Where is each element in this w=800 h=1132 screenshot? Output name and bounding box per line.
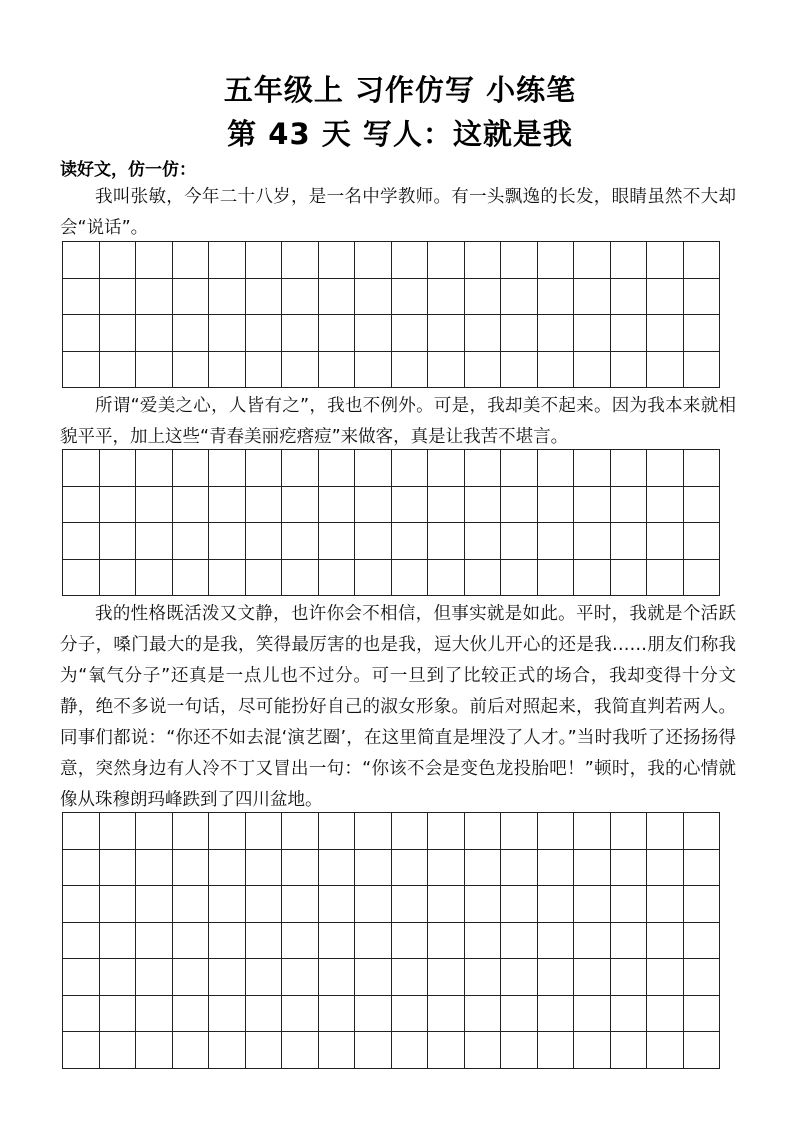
- grid-cell[interactable]: [282, 450, 319, 487]
- grid-cell[interactable]: [209, 315, 246, 352]
- grid-cell[interactable]: [100, 450, 137, 487]
- grid-cell[interactable]: [63, 487, 100, 524]
- grid-cell[interactable]: [501, 813, 538, 850]
- grid-cell[interactable]: [136, 352, 173, 389]
- grid-cell[interactable]: [319, 315, 356, 352]
- grid-cell[interactable]: [100, 959, 137, 996]
- grid-cell[interactable]: [647, 242, 684, 279]
- grid-cell[interactable]: [173, 1032, 210, 1069]
- grid-cell[interactable]: [611, 813, 648, 850]
- grid-cell[interactable]: [136, 813, 173, 850]
- grid-cell[interactable]: [428, 352, 465, 389]
- grid-cell[interactable]: [319, 242, 356, 279]
- grid-cell[interactable]: [63, 242, 100, 279]
- grid-cell[interactable]: [538, 450, 575, 487]
- grid-cell[interactable]: [647, 487, 684, 524]
- grid-cell[interactable]: [538, 923, 575, 960]
- grid-cell[interactable]: [538, 959, 575, 996]
- grid-cell[interactable]: [136, 996, 173, 1033]
- grid-cell[interactable]: [538, 315, 575, 352]
- grid-cell[interactable]: [684, 959, 721, 996]
- grid-cell[interactable]: [100, 996, 137, 1033]
- grid-cell[interactable]: [173, 813, 210, 850]
- grid-cell[interactable]: [611, 850, 648, 887]
- grid-cell[interactable]: [282, 279, 319, 316]
- grid-cell[interactable]: [282, 850, 319, 887]
- grid-cell[interactable]: [684, 996, 721, 1033]
- grid-cell[interactable]: [63, 279, 100, 316]
- grid-cell[interactable]: [465, 523, 502, 560]
- grid-cell[interactable]: [63, 352, 100, 389]
- grid-cell[interactable]: [501, 523, 538, 560]
- grid-cell[interactable]: [282, 923, 319, 960]
- grid-cell[interactable]: [465, 315, 502, 352]
- section-heading: 读好文，仿一仿：: [60, 160, 196, 180]
- grid-cell[interactable]: [501, 1032, 538, 1069]
- grid-cell[interactable]: [647, 959, 684, 996]
- grid-cell[interactable]: [538, 523, 575, 560]
- grid-cell[interactable]: [428, 523, 465, 560]
- grid-cell[interactable]: [100, 487, 137, 524]
- grid-cell[interactable]: [684, 923, 721, 960]
- grid-cell[interactable]: [100, 279, 137, 316]
- grid-cell[interactable]: [209, 996, 246, 1033]
- grid-cell[interactable]: [611, 352, 648, 389]
- grid-cell[interactable]: [574, 352, 611, 389]
- grid-cell[interactable]: [611, 560, 648, 597]
- grid-cell[interactable]: [538, 242, 575, 279]
- grid-cell[interactable]: [611, 242, 648, 279]
- grid-cell[interactable]: [63, 523, 100, 560]
- grid-cell[interactable]: [246, 279, 283, 316]
- grid-cell[interactable]: [173, 560, 210, 597]
- grid-cell[interactable]: [246, 242, 283, 279]
- grid-cell[interactable]: [611, 279, 648, 316]
- grid-cell[interactable]: [355, 996, 392, 1033]
- grid-cell[interactable]: [574, 279, 611, 316]
- grid-cell[interactable]: [136, 450, 173, 487]
- grid-cell[interactable]: [136, 315, 173, 352]
- grid-cell[interactable]: [684, 487, 721, 524]
- grid-cell[interactable]: [63, 450, 100, 487]
- grid-cell[interactable]: [684, 850, 721, 887]
- grid-cell[interactable]: [647, 923, 684, 960]
- grid-cell[interactable]: [136, 923, 173, 960]
- grid-cell[interactable]: [392, 242, 429, 279]
- grid-cell[interactable]: [100, 242, 137, 279]
- grid-cell[interactable]: [465, 487, 502, 524]
- grid-cell[interactable]: [63, 315, 100, 352]
- grid-cell[interactable]: [428, 813, 465, 850]
- grid-cell[interactable]: [684, 886, 721, 923]
- grid-cell[interactable]: [246, 450, 283, 487]
- model-paragraph-3: 我的性格既活泼又文静，也许你会不相信，但事实就是如此。平时，我就是个活跃分子，嗓门最大的是我，笑得最厉害的也是我，逗大伙儿开心的还是我……朋友们称我为“氧气分子”还真是一点儿也不过分。可一旦到了比较正式的场合，我却变得十分文静，绝不多说一句话，尽可能扮好自己的淑女形象。前后对照起来，我简直判若两人。同事们都说：“你还不如去混‘演艺圈’，在这里简直是埋没了人才。”当时我听了还扬扬得意，突然身边有人冷不丁又冒出一句：“你该不会是变色龙投胎吧！”顿时，我的心情就像从珠穆朗玛峰跌到了四川盆地。: [60, 604, 736, 810]
- grid-cell[interactable]: [319, 1032, 356, 1069]
- grid-cell[interactable]: [428, 450, 465, 487]
- grid-cell[interactable]: [647, 813, 684, 850]
- grid-cell[interactable]: [574, 1032, 611, 1069]
- grid-cell[interactable]: [392, 959, 429, 996]
- grid-cell[interactable]: [611, 450, 648, 487]
- model-paragraph-1: 我叫张敏，今年二十八岁，是一名中学教师。有一头飘逸的长发，眼睛虽然不大却会“说话”。: [60, 187, 736, 238]
- grid-cell[interactable]: [136, 959, 173, 996]
- grid-cell[interactable]: [282, 315, 319, 352]
- grid-cell[interactable]: [684, 1032, 721, 1069]
- grid-cell[interactable]: [282, 1032, 319, 1069]
- grid-cell[interactable]: [392, 1032, 429, 1069]
- grid-cell[interactable]: [246, 487, 283, 524]
- grid-cell[interactable]: [100, 352, 137, 389]
- grid-cell[interactable]: [100, 523, 137, 560]
- grid-cell[interactable]: [465, 813, 502, 850]
- grid-cell[interactable]: [173, 886, 210, 923]
- grid-cell[interactable]: [428, 923, 465, 960]
- grid-cell[interactable]: [538, 1032, 575, 1069]
- grid-cell[interactable]: [282, 242, 319, 279]
- grid-cell[interactable]: [611, 1032, 648, 1069]
- grid-cell[interactable]: [246, 959, 283, 996]
- grid-cell[interactable]: [136, 1032, 173, 1069]
- grid-cell[interactable]: [501, 315, 538, 352]
- grid-cell[interactable]: [392, 450, 429, 487]
- grid-cell[interactable]: [574, 560, 611, 597]
- grid-cell[interactable]: [246, 850, 283, 887]
- grid-cell[interactable]: [392, 560, 429, 597]
- grid-cell[interactable]: [100, 560, 137, 597]
- grid-cell[interactable]: [355, 450, 392, 487]
- grid-cell[interactable]: [392, 352, 429, 389]
- grid-cell[interactable]: [282, 959, 319, 996]
- grid-cell[interactable]: [319, 959, 356, 996]
- grid-cell[interactable]: [574, 886, 611, 923]
- grid-cell[interactable]: [684, 813, 721, 850]
- grid-cell[interactable]: [684, 560, 721, 597]
- grid-cell[interactable]: [319, 850, 356, 887]
- grid-cell[interactable]: [647, 850, 684, 887]
- grid-cell[interactable]: [355, 352, 392, 389]
- grid-cell[interactable]: [355, 923, 392, 960]
- grid-cell[interactable]: [392, 813, 429, 850]
- grid-cell[interactable]: [501, 352, 538, 389]
- grid-cell[interactable]: [282, 560, 319, 597]
- grid-cell[interactable]: [136, 523, 173, 560]
- grid-cell[interactable]: [319, 923, 356, 960]
- grid-cell[interactable]: [319, 523, 356, 560]
- grid-cell[interactable]: [319, 886, 356, 923]
- writing-grid-1[interactable]: [62, 241, 720, 388]
- grid-cell[interactable]: [173, 450, 210, 487]
- grid-cell[interactable]: [209, 959, 246, 996]
- grid-cell[interactable]: [428, 315, 465, 352]
- grid-cell[interactable]: [209, 923, 246, 960]
- grid-cell[interactable]: [282, 813, 319, 850]
- grid-cell[interactable]: [355, 886, 392, 923]
- grid-cell[interactable]: [465, 560, 502, 597]
- grid-cell[interactable]: [246, 886, 283, 923]
- grid-cell[interactable]: [173, 279, 210, 316]
- grid-cell[interactable]: [209, 279, 246, 316]
- grid-cell[interactable]: [611, 959, 648, 996]
- grid-cell[interactable]: [538, 560, 575, 597]
- grid-cell[interactable]: [574, 315, 611, 352]
- grid-cell[interactable]: [465, 279, 502, 316]
- grid-cell[interactable]: [574, 813, 611, 850]
- grid-cell[interactable]: [684, 523, 721, 560]
- grid-cell[interactable]: [355, 959, 392, 996]
- grid-cell[interactable]: [209, 560, 246, 597]
- grid-cell[interactable]: [136, 886, 173, 923]
- grid-cell[interactable]: [465, 923, 502, 960]
- grid-cell[interactable]: [173, 996, 210, 1033]
- grid-cell[interactable]: [100, 813, 137, 850]
- grid-cell[interactable]: [100, 850, 137, 887]
- grid-cell[interactable]: [465, 450, 502, 487]
- grid-cell[interactable]: [501, 242, 538, 279]
- grid-cell[interactable]: [63, 560, 100, 597]
- grid-cell[interactable]: [209, 352, 246, 389]
- grid-cell[interactable]: [684, 242, 721, 279]
- grid-cell[interactable]: [465, 242, 502, 279]
- grid-cell[interactable]: [538, 813, 575, 850]
- grid-cell[interactable]: [501, 923, 538, 960]
- grid-cell[interactable]: [574, 850, 611, 887]
- grid-cell[interactable]: [100, 315, 137, 352]
- grid-cell[interactable]: [647, 560, 684, 597]
- grid-cell[interactable]: [501, 487, 538, 524]
- grid-cell[interactable]: [136, 850, 173, 887]
- grid-cell[interactable]: [428, 1032, 465, 1069]
- grid-cell[interactable]: [209, 242, 246, 279]
- grid-cell[interactable]: [574, 996, 611, 1033]
- grid-cell[interactable]: [392, 996, 429, 1033]
- grid-cell[interactable]: [282, 487, 319, 524]
- grid-cell[interactable]: [63, 923, 100, 960]
- grid-cell[interactable]: [246, 315, 283, 352]
- grid-cell[interactable]: [647, 450, 684, 487]
- grid-cell[interactable]: [136, 279, 173, 316]
- grid-cell[interactable]: [392, 850, 429, 887]
- grid-cell[interactable]: [465, 850, 502, 887]
- grid-cell[interactable]: [282, 523, 319, 560]
- grid-cell[interactable]: [173, 352, 210, 389]
- grid-cell[interactable]: [428, 560, 465, 597]
- grid-cell[interactable]: [209, 886, 246, 923]
- grid-cell[interactable]: [63, 886, 100, 923]
- grid-cell[interactable]: [428, 959, 465, 996]
- grid-cell[interactable]: [428, 850, 465, 887]
- grid-cell[interactable]: [501, 560, 538, 597]
- grid-cell[interactable]: [63, 850, 100, 887]
- grid-cell[interactable]: [574, 242, 611, 279]
- grid-cell[interactable]: [209, 813, 246, 850]
- grid-cell[interactable]: [173, 959, 210, 996]
- grid-cell[interactable]: [392, 523, 429, 560]
- grid-cell[interactable]: [392, 315, 429, 352]
- grid-cell[interactable]: [355, 315, 392, 352]
- grid-cell[interactable]: [355, 1032, 392, 1069]
- grid-cell[interactable]: [392, 487, 429, 524]
- grid-cell[interactable]: [501, 279, 538, 316]
- grid-cell[interactable]: [647, 996, 684, 1033]
- grid-cell[interactable]: [355, 560, 392, 597]
- grid-cell[interactable]: [355, 813, 392, 850]
- grid-cell[interactable]: [246, 560, 283, 597]
- grid-cell[interactable]: [319, 996, 356, 1033]
- model-paragraph-2: 所谓“爱美之心，人皆有之”，我也不例外。可是，我却美不起来。因为我本来就相貌平平，加上这些“青春美丽疙瘩痘”来做客，真是让我苦不堪言。: [60, 396, 736, 447]
- grid-cell[interactable]: [173, 850, 210, 887]
- grid-cell[interactable]: [173, 487, 210, 524]
- grid-cell[interactable]: [100, 1032, 137, 1069]
- grid-cell[interactable]: [355, 242, 392, 279]
- grid-cell[interactable]: [684, 279, 721, 316]
- grid-cell[interactable]: [246, 996, 283, 1033]
- grid-cell[interactable]: [428, 886, 465, 923]
- grid-cell[interactable]: [428, 996, 465, 1033]
- grid-cell[interactable]: [684, 315, 721, 352]
- grid-cell[interactable]: [209, 487, 246, 524]
- grid-cell[interactable]: [611, 315, 648, 352]
- grid-cell[interactable]: [501, 886, 538, 923]
- grid-cell[interactable]: [611, 996, 648, 1033]
- grid-cell[interactable]: [319, 279, 356, 316]
- grid-cell[interactable]: [538, 279, 575, 316]
- grid-cell[interactable]: [282, 352, 319, 389]
- grid-cell[interactable]: [501, 850, 538, 887]
- grid-cell[interactable]: [319, 450, 356, 487]
- grid-cell[interactable]: [574, 450, 611, 487]
- grid-cell[interactable]: [63, 1032, 100, 1069]
- grid-cell[interactable]: [63, 959, 100, 996]
- grid-cell[interactable]: [209, 850, 246, 887]
- grid-cell[interactable]: [209, 1032, 246, 1069]
- grid-cell[interactable]: [100, 886, 137, 923]
- grid-cell[interactable]: [684, 450, 721, 487]
- grid-cell[interactable]: [319, 487, 356, 524]
- grid-cell[interactable]: [282, 996, 319, 1033]
- grid-cell[interactable]: [611, 487, 648, 524]
- grid-cell[interactable]: [574, 959, 611, 996]
- grid-cell[interactable]: [355, 523, 392, 560]
- grid-cell[interactable]: [538, 487, 575, 524]
- grid-cell[interactable]: [246, 1032, 283, 1069]
- grid-cell[interactable]: [501, 996, 538, 1033]
- grid-cell[interactable]: [428, 487, 465, 524]
- grid-cell[interactable]: [173, 242, 210, 279]
- grid-cell[interactable]: [355, 487, 392, 524]
- grid-cell[interactable]: [173, 315, 210, 352]
- grid-cell[interactable]: [465, 352, 502, 389]
- grid-cell[interactable]: [246, 923, 283, 960]
- grid-cell[interactable]: [538, 996, 575, 1033]
- grid-cell[interactable]: [647, 352, 684, 389]
- writing-grid-2[interactable]: [62, 449, 720, 596]
- grid-cell[interactable]: [246, 352, 283, 389]
- grid-cell[interactable]: [136, 487, 173, 524]
- grid-cell[interactable]: [136, 560, 173, 597]
- grid-cell[interactable]: [173, 923, 210, 960]
- grid-cell[interactable]: [428, 242, 465, 279]
- grid-cell[interactable]: [611, 523, 648, 560]
- grid-cell[interactable]: [465, 959, 502, 996]
- grid-cell[interactable]: [209, 523, 246, 560]
- grid-cell[interactable]: [538, 886, 575, 923]
- grid-cell[interactable]: [574, 923, 611, 960]
- grid-cell[interactable]: [465, 996, 502, 1033]
- grid-cell[interactable]: [647, 886, 684, 923]
- grid-cell[interactable]: [501, 959, 538, 996]
- grid-cell[interactable]: [173, 523, 210, 560]
- writing-grid-3[interactable]: [62, 812, 720, 1069]
- grid-cell[interactable]: [319, 560, 356, 597]
- grid-cell[interactable]: [465, 1032, 502, 1069]
- grid-cell[interactable]: [647, 523, 684, 560]
- grid-cell[interactable]: [684, 352, 721, 389]
- grid-cell[interactable]: [392, 279, 429, 316]
- grid-cell[interactable]: [136, 242, 173, 279]
- grid-cell[interactable]: [355, 279, 392, 316]
- grid-cell[interactable]: [246, 813, 283, 850]
- grid-cell[interactable]: [246, 523, 283, 560]
- grid-cell[interactable]: [538, 850, 575, 887]
- grid-cell[interactable]: [465, 886, 502, 923]
- grid-cell[interactable]: [611, 886, 648, 923]
- grid-cell[interactable]: [428, 279, 465, 316]
- grid-cell[interactable]: [647, 279, 684, 316]
- grid-cell[interactable]: [319, 813, 356, 850]
- grid-cell[interactable]: [63, 813, 100, 850]
- grid-cell[interactable]: [392, 923, 429, 960]
- grid-cell[interactable]: [63, 996, 100, 1033]
- grid-cell[interactable]: [392, 886, 429, 923]
- worksheet-title: 五年级上 习作仿写 小练笔: [223, 73, 577, 107]
- grid-cell[interactable]: [319, 352, 356, 389]
- grid-cell[interactable]: [611, 923, 648, 960]
- grid-cell[interactable]: [355, 850, 392, 887]
- grid-cell[interactable]: [574, 487, 611, 524]
- grid-cell[interactable]: [574, 523, 611, 560]
- grid-cell[interactable]: [647, 1032, 684, 1069]
- grid-cell[interactable]: [282, 886, 319, 923]
- grid-cell[interactable]: [100, 923, 137, 960]
- grid-cell[interactable]: [647, 315, 684, 352]
- grid-cell[interactable]: [209, 450, 246, 487]
- grid-cell[interactable]: [538, 352, 575, 389]
- lesson-title: 第 43 天 写人：这就是我: [227, 117, 573, 151]
- grid-cell[interactable]: [501, 450, 538, 487]
